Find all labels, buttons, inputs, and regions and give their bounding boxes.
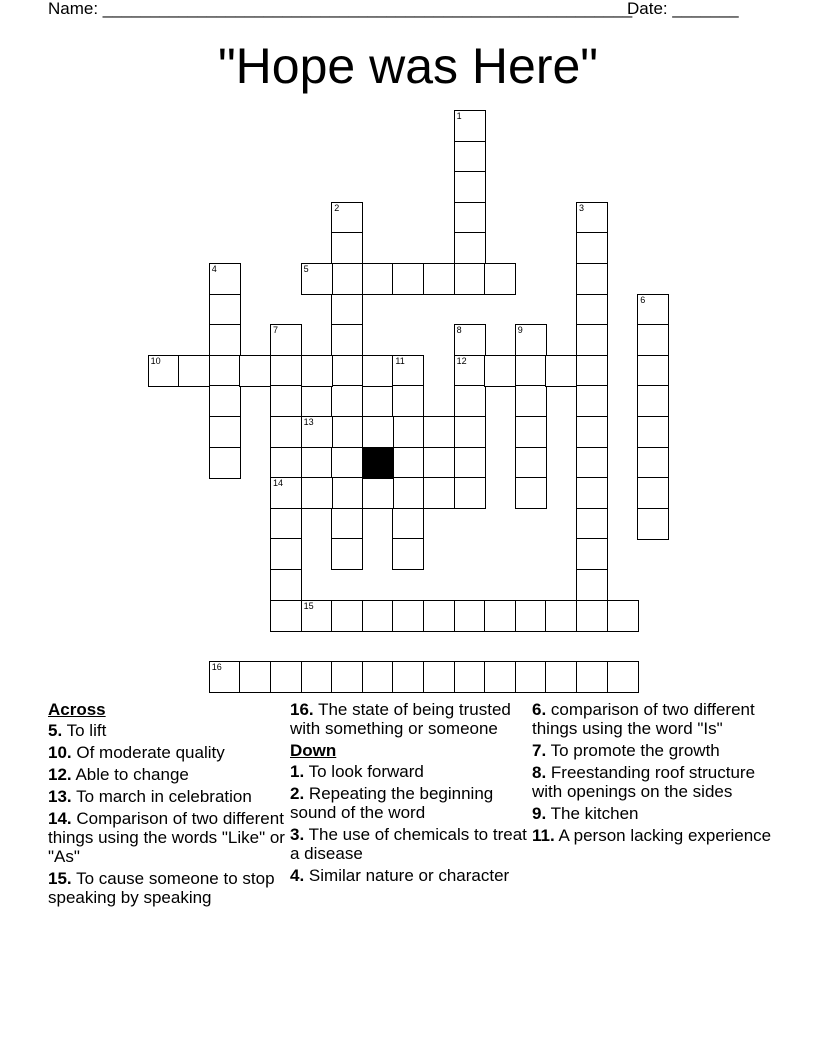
grid-cell[interactable] (637, 385, 669, 417)
grid-cell[interactable] (331, 416, 363, 448)
grid-cell[interactable] (515, 385, 547, 417)
cell-number: 4 (211, 264, 217, 274)
grid-cell[interactable] (454, 661, 486, 693)
grid-cell[interactable] (576, 263, 608, 295)
grid-cell[interactable] (362, 600, 394, 632)
grid-cell[interactable] (301, 263, 333, 295)
grid-cell[interactable] (270, 355, 302, 387)
grid-cell[interactable] (392, 447, 424, 479)
grid-cell[interactable] (209, 324, 241, 356)
clue-down-8: 8. Freestanding roof structure with openings on the sides (532, 763, 756, 801)
grid-cell[interactable] (270, 416, 302, 448)
cell-number: 7 (273, 325, 279, 336)
cell-number: 9 (517, 325, 523, 336)
grid-cell[interactable] (637, 324, 669, 356)
grid-cell[interactable] (209, 355, 241, 387)
grid-cell[interactable] (392, 355, 424, 387)
cell-number: 8 (456, 325, 462, 336)
grid-cell[interactable] (209, 294, 241, 326)
grid-cell[interactable] (392, 477, 424, 509)
grid-cell[interactable] (454, 416, 486, 448)
grid-cell[interactable] (392, 661, 424, 693)
grid-cell[interactable] (362, 355, 394, 387)
grid-cell[interactable] (270, 324, 302, 356)
grid-cell[interactable] (331, 324, 363, 356)
grid-cell[interactable] (515, 355, 547, 387)
grid-cell[interactable] (331, 263, 363, 295)
grid-cell[interactable] (576, 385, 608, 417)
grid-cell[interactable] (423, 477, 455, 509)
grid-cell[interactable] (331, 447, 363, 479)
grid-cell[interactable] (423, 416, 455, 448)
grid-cell[interactable] (331, 202, 363, 234)
grid-cell[interactable] (209, 263, 241, 295)
clue-down-1: 1. To look forward (290, 762, 424, 781)
clue-across-15: 15. To cause someone to stop speaking by speaking (48, 869, 275, 907)
grid-cell[interactable] (301, 416, 333, 448)
grid-cell[interactable] (362, 477, 394, 509)
grid-cell[interactable] (637, 416, 669, 448)
grid-cell[interactable] (515, 661, 547, 693)
cell-number: 14 (273, 478, 284, 489)
grid-cell[interactable] (576, 232, 608, 264)
grid-cell[interactable] (301, 661, 333, 693)
grid-cell[interactable] (148, 355, 180, 387)
grid-cell[interactable] (637, 447, 669, 479)
clue-across-13: 13. To march in celebration (48, 787, 252, 806)
date-line: Date: _______ (627, 0, 739, 18)
grid-cell[interactable] (576, 324, 608, 356)
grid-cell[interactable] (484, 355, 516, 387)
grid-cell[interactable] (454, 355, 486, 387)
grid-cell[interactable] (637, 477, 669, 509)
grid-cell[interactable] (576, 202, 608, 234)
grid-cell[interactable] (362, 661, 394, 693)
grid-cell[interactable] (270, 477, 302, 509)
grid-cell[interactable] (270, 600, 302, 632)
grid-cell[interactable] (301, 355, 333, 387)
grid-cell[interactable] (454, 171, 486, 203)
clue-column-2 (290, 700, 530, 888)
grid-cell[interactable] (331, 508, 363, 540)
grid-cell[interactable] (454, 477, 486, 509)
grid-cell[interactable] (239, 355, 271, 387)
grid-cell[interactable] (607, 600, 639, 632)
grid-cell[interactable] (270, 508, 302, 540)
grid-cell[interactable] (515, 416, 547, 448)
grid-cell[interactable] (576, 477, 608, 509)
grid-cell[interactable] (454, 232, 486, 264)
grid-cell[interactable] (576, 447, 608, 479)
grid-cell[interactable] (545, 600, 577, 632)
cell-number: 2 (334, 202, 340, 213)
grid-cell[interactable] (576, 569, 608, 601)
clue-column-3 (532, 700, 772, 848)
grid-cell[interactable] (239, 661, 271, 693)
clue-column-1 (48, 700, 288, 910)
grid-cell[interactable] (392, 385, 424, 417)
grid-cell[interactable] (362, 263, 394, 295)
grid-cell[interactable] (392, 600, 424, 632)
grid-cell[interactable] (576, 538, 608, 570)
grid-cell[interactable] (270, 569, 302, 601)
page-title: "Hope was Here" (217, 38, 599, 94)
grid-cell[interactable] (392, 416, 424, 448)
grid-cell[interactable] (423, 263, 455, 295)
clue-down-11: 11. A person lacking experience (532, 826, 772, 845)
grid-cell[interactable] (576, 661, 608, 693)
grid-cell[interactable] (637, 294, 669, 326)
grid-cell[interactable] (270, 385, 302, 417)
grid-cell[interactable] (637, 355, 669, 387)
cell-number: 6 (640, 294, 646, 305)
cell-number: 13 (303, 417, 314, 427)
grid-cell[interactable] (392, 508, 424, 540)
clue-across-5: 5. To lift (48, 721, 107, 740)
clue-down-7: 7. To promote the growth (532, 741, 720, 760)
grid-cell[interactable] (209, 661, 241, 693)
grid-cell[interactable] (331, 538, 363, 570)
grid-cell[interactable] (301, 477, 333, 509)
down-heading: Down (290, 741, 337, 760)
grid-cell[interactable] (576, 508, 608, 540)
clue-across-16: 16. The state of being trusted with something or someone (290, 700, 511, 738)
clue-down-9: 9. The kitchen (532, 804, 639, 823)
grid-cell[interactable] (178, 355, 210, 387)
clue-down-4: 4. Similar nature or character (290, 866, 510, 885)
grid-cell[interactable] (545, 355, 577, 387)
grid-cell[interactable] (454, 600, 486, 632)
grid-cell[interactable] (454, 385, 486, 417)
clue-across-10: 10. Of moderate quality (48, 743, 225, 762)
grid-cell[interactable] (454, 447, 486, 479)
cell-number: 12 (456, 355, 467, 366)
grid-cell[interactable] (515, 324, 547, 356)
cell-number: 11 (395, 355, 405, 366)
across-heading: Across (48, 700, 106, 719)
grid-cell[interactable] (484, 661, 516, 693)
grid-cell[interactable] (331, 355, 363, 387)
clue-down-2: 2. Repeating the beginning sound of the word (290, 784, 494, 822)
grid-cell[interactable] (331, 661, 363, 693)
grid-cell[interactable] (423, 661, 455, 693)
grid-cell[interactable] (454, 202, 486, 234)
cell-number: 1 (456, 111, 462, 121)
grid-cell[interactable] (515, 447, 547, 479)
cell-number: 10 (150, 355, 161, 366)
grid-cell[interactable] (576, 600, 608, 632)
grid-cell[interactable] (576, 416, 608, 448)
grid-cell[interactable] (392, 263, 424, 295)
grid-cell[interactable] (515, 477, 547, 509)
grid-cell[interactable] (607, 661, 639, 693)
cell-number: 5 (303, 264, 309, 274)
cell-number: 3 (579, 202, 585, 213)
grid-cell[interactable] (454, 324, 486, 356)
grid-cell[interactable] (454, 263, 486, 295)
grid-cell[interactable] (576, 294, 608, 326)
grid-cell[interactable] (484, 600, 516, 632)
grid-cell[interactable] (331, 232, 363, 264)
grid-cell[interactable] (270, 447, 302, 479)
clue-down-3: 3. The use of chemicals to treat a disease (290, 825, 527, 863)
grid-cell[interactable] (331, 385, 363, 417)
grid-cell[interactable] (454, 141, 486, 173)
grid-cell[interactable] (637, 508, 669, 540)
grid-cell[interactable] (423, 600, 455, 632)
grid-cell[interactable] (484, 263, 516, 295)
grid-cell[interactable] (331, 477, 363, 509)
cell-number: 16 (211, 661, 222, 672)
grid-cell[interactable] (331, 294, 363, 326)
clue-across-14: 14. Comparison of two different things using the words "Like" or "As" (48, 809, 285, 866)
grid-cell[interactable] (270, 538, 302, 570)
name-line: Name: ________________________________________________________ (48, 0, 633, 18)
black-cell (362, 447, 394, 479)
grid-cell[interactable] (209, 447, 241, 479)
grid-cell[interactable] (545, 661, 577, 693)
grid-cell[interactable] (454, 110, 486, 142)
grid-cell[interactable] (576, 355, 608, 387)
clue-down-6: 6. comparison of two different things using the word "Is" (532, 700, 755, 738)
grid-cell[interactable] (209, 416, 241, 448)
grid-cell[interactable] (301, 600, 333, 632)
grid-cell[interactable] (270, 661, 302, 693)
grid-cell[interactable] (515, 600, 547, 632)
grid-cell[interactable] (392, 538, 424, 570)
clue-across-12: 12. Able to change (48, 765, 189, 784)
grid-cell[interactable] (331, 600, 363, 632)
grid-cell[interactable] (362, 416, 394, 448)
grid-cell[interactable] (209, 385, 241, 417)
cell-number: 15 (303, 600, 314, 611)
